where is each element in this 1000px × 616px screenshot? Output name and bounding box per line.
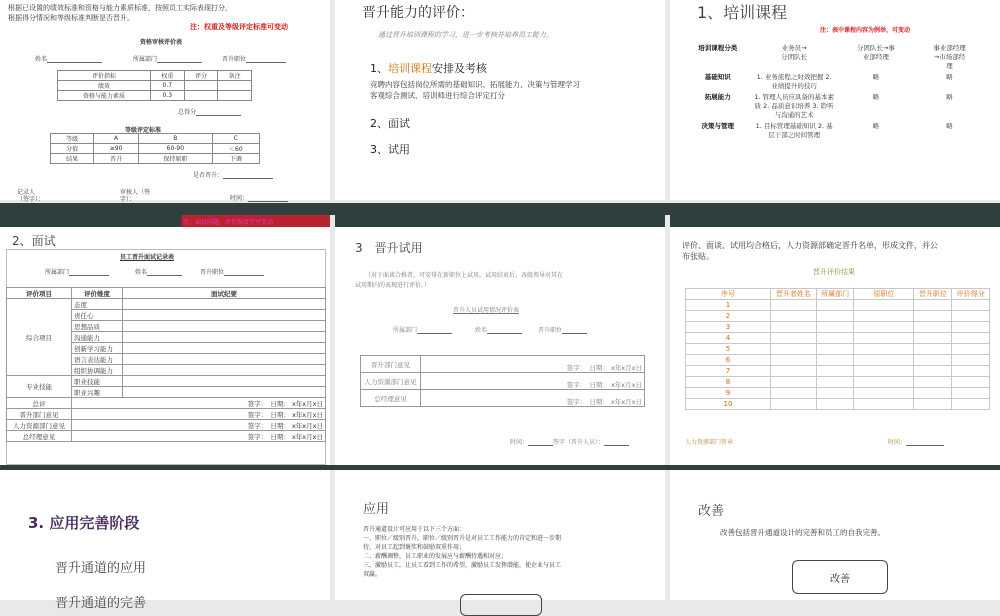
- desc-line: 试用期内的表现进行评价。）: [355, 282, 431, 289]
- table-row: 人力资源部门意见 签字： 日期： x年x月x日: [7, 420, 326, 431]
- position-field: 晋升职位: [222, 54, 286, 63]
- table-row: 分值 ≥90 60-90 ＜60: [51, 144, 260, 154]
- reviewer-sign: 字）：: [120, 196, 136, 203]
- slide-title: 3. 应用完善阶段: [28, 514, 140, 532]
- table-row: 决策与管理 1. 目标管理基础知识 2. 基层干部之时间管理 略 略: [701, 122, 953, 139]
- table-row: 晋升部门意见 签字： 日期： x年x月x日: [361, 356, 645, 373]
- table-row: 10: [686, 399, 990, 410]
- dept-field: 所属部门: [393, 325, 452, 334]
- time-field: 时间：: [230, 193, 288, 202]
- list-item: 晋升通道的完善: [55, 596, 147, 611]
- title-bar: [670, 215, 1000, 227]
- interview-table: 评价项目 评价维度 面试纪要 综合项目 态度 责任心 思想品质 沟通能力 创新学习能力 语言表达能力 组织协调能力 专业技能 职业技能 职业兴趣 总评 签字： 日期： x年x月x日 晋升部门意见 签字： 日期： x年x月x日 人力资源部门意见 签字： 日期： x年x月x日 总经理意见 签字： 日期： x年x月x日: [6, 287, 326, 442]
- table-title: 晋升评价结果: [813, 268, 855, 276]
- recorder-sign: （签字）：: [17, 196, 45, 203]
- item-interview: 2、面试: [370, 117, 410, 130]
- form-title: 资格审核评价表: [140, 39, 183, 46]
- intro-line: 根据得分情况和等级标准判断是否晋升。: [8, 14, 134, 22]
- diagram-box: [460, 594, 542, 616]
- item-trial: 3、试用: [370, 143, 410, 156]
- desc-line: 双赢。: [363, 571, 382, 578]
- course-table: 培训课程分类 业务员→ 分团队长 分团队长→事 业部经理 事业部经理 →市场部经 理 基础知识 1. 业务流程之时效把握 2. 业绩提升的技巧 略 略 拓展能力 1. 管理人员应具备的基本素质 2. 品质意识培养 3. 聆听与沟通的艺术 略 略 决策与管理 1. 目标管理基础知识 2. 基层干部之时间管理 略 略: [685, 42, 985, 140]
- table-row: 拓展能力 1. 管理人员应具备的基本素质 2. 品质意识培养 3. 聆听与沟通的艺术 略 略: [704, 93, 953, 119]
- table-row: 责任心: [7, 310, 326, 321]
- position-field: 晋升职位: [538, 325, 587, 334]
- slide-title: 3 晋升试用: [355, 241, 423, 255]
- table-row: 人力资源部门意见 签字： 日期： x年x月x日: [361, 373, 645, 390]
- form-title: 晋升人员试用情况评价表: [453, 307, 520, 314]
- slide-training-course[interactable]: [670, 0, 1000, 200]
- slide-ability-evaluation[interactable]: [335, 0, 665, 200]
- table-row: 9: [686, 388, 990, 399]
- title-bar: [335, 215, 665, 227]
- promote-field: 是否晋升：: [193, 170, 273, 179]
- dept-field: 所属部门: [45, 267, 109, 276]
- slide-title: 晋升能力的评价：: [362, 5, 474, 21]
- slide-interview[interactable]: [0, 215, 330, 465]
- table-row: 创新学习能力: [7, 343, 326, 354]
- table-row: 总经理意见 签字： 日期： x年x月x日: [361, 390, 645, 407]
- slide-title: 1、培训课程: [697, 3, 788, 22]
- name-field: 姓名: [475, 325, 522, 334]
- slide-qualification-review[interactable]: [0, 0, 330, 203]
- title-bar: [0, 215, 330, 227]
- table-row: 等级 A B C: [51, 134, 260, 144]
- table-row: 沟通能力: [7, 332, 326, 343]
- grade-table: [50, 133, 260, 164]
- name-field: 姓名: [35, 54, 102, 63]
- table-row: 4: [686, 333, 990, 344]
- sign-time-field: 时间： 签字（晋升人员）：: [510, 437, 629, 446]
- table-row: 基础知识 1. 业务流程之时效把握 2. 业绩提升的技巧 略 略: [704, 73, 953, 90]
- note-text: 注：权重及等级评定标准可变动: [190, 23, 288, 31]
- slide-promotion-results[interactable]: [670, 215, 1000, 465]
- slide-title: 应用: [363, 502, 390, 517]
- table-row: 综合项目 态度: [7, 299, 326, 310]
- slide-subtitle: 通过晋升培训课程的学习，进一步考核并培养员工能力。: [378, 31, 553, 39]
- desc-line: 一、职位／级别晋升，职位／级别晋升是对员工工作能力的肯定和进一步期: [363, 535, 562, 542]
- list-item: 晋升通道的应用: [55, 561, 147, 576]
- desc-line: （对于面谈合格者，可安排在新职位上试用。试用结束后，各级领导对其在: [365, 272, 564, 279]
- grade-title: 等级评定标准: [125, 127, 162, 134]
- desc-line: 改善包括晋升通道设计的完善和员工的自我完善。: [720, 528, 885, 537]
- reviewer-label: 审核人（签: [120, 189, 151, 196]
- slide-application-phase[interactable]: [0, 470, 330, 611]
- table-row: 职业兴趣: [7, 387, 326, 398]
- form-title: 员工晋升面试记录表: [120, 254, 175, 261]
- intro-line: 根据已设置的绩效标准和资格与能力素质标准，按照员工实际表现打分，: [8, 4, 232, 12]
- table-row: 结果 晋升 保持原职 下调: [51, 154, 260, 164]
- table-row: 8: [686, 377, 990, 388]
- table-row: 资格与能力素质 0.3: [58, 91, 252, 101]
- table-row: 总经理意见 签字： 日期： x年x月x日: [7, 431, 326, 442]
- position-field: 晋升职位: [200, 267, 264, 276]
- results-table: 序号 晋升者姓名 所属部门 原职位 晋升职位 评价得分 1 2 3 4 5 6 7 8 9 10: [685, 288, 990, 410]
- table-row: 组织协调能力: [7, 365, 326, 376]
- recorder-label: 记录人: [17, 189, 36, 196]
- table-row: 6: [686, 355, 990, 366]
- table-row: 思想品质: [7, 321, 326, 332]
- table-row: 7: [686, 366, 990, 377]
- desc-line: 二、薪酬调整，员工职业的发展应与薪酬待遇相对应；: [363, 553, 508, 560]
- desc-line: 三、激励员工，让员工看到工作的希望，激励员工发挥潜能，使企业与员工: [363, 562, 562, 569]
- item-desc: 客观综合测试、培训师进行综合评定打分: [370, 91, 505, 100]
- table-row: 总评 签字： 日期： x年x月x日: [7, 398, 326, 409]
- score-table: 评价指标 权重 评分 备注 绩效 0.7 资格与能力素质 0.3: [57, 70, 252, 101]
- desc-line: 待，对员工起到褒奖和鼓励双重作用；: [363, 544, 466, 551]
- table-row: 2: [686, 311, 990, 322]
- desc-line: 布张贴。: [682, 252, 714, 261]
- total-score: 总得分: [178, 107, 241, 116]
- desc-line: 评价、面谈、试用均合格后，人力资源部确定晋升名单，形成文件，并公: [682, 241, 938, 250]
- slide-row-divider: [0, 203, 1000, 215]
- time-field: 时间：: [888, 437, 944, 446]
- table-row: 晋升部门意见 签字： 日期： x年x月x日: [7, 409, 326, 420]
- item-desc: 竞聘内容包括岗位所需的基础知识、拓展能力、决策与管理学习: [370, 80, 580, 89]
- table-row: 专业技能 职业技能: [7, 376, 326, 387]
- hr-sign: 人力资源部门签章: [685, 439, 734, 446]
- slide-title: 2、面试: [12, 234, 56, 248]
- item-training: 1、培训课程安排及考核: [370, 62, 487, 75]
- name-field: 姓名: [135, 267, 182, 276]
- slide-title: 改善: [698, 504, 725, 519]
- slide-promotion-trial[interactable]: [335, 215, 665, 465]
- slide-improvement[interactable]: [670, 470, 1000, 600]
- table-row: 3: [686, 322, 990, 333]
- improve-box: 改善: [792, 560, 888, 594]
- slide-application[interactable]: [335, 470, 665, 600]
- table-row: 语言表达能力: [7, 354, 326, 365]
- dept-field: 所属部门: [133, 54, 202, 63]
- desc-line: 晋升通道设计可应用于以下三个方面：: [363, 526, 466, 533]
- table-row: 1: [686, 300, 990, 311]
- note-text: 注：表中课程内容为例举，可变动: [820, 27, 911, 34]
- table-row: 绩效 0.7: [58, 81, 252, 91]
- trial-table: [360, 355, 645, 407]
- bar-note: 注：面试问题、评价维度等可变动: [183, 219, 274, 226]
- table-row: 5: [686, 344, 990, 355]
